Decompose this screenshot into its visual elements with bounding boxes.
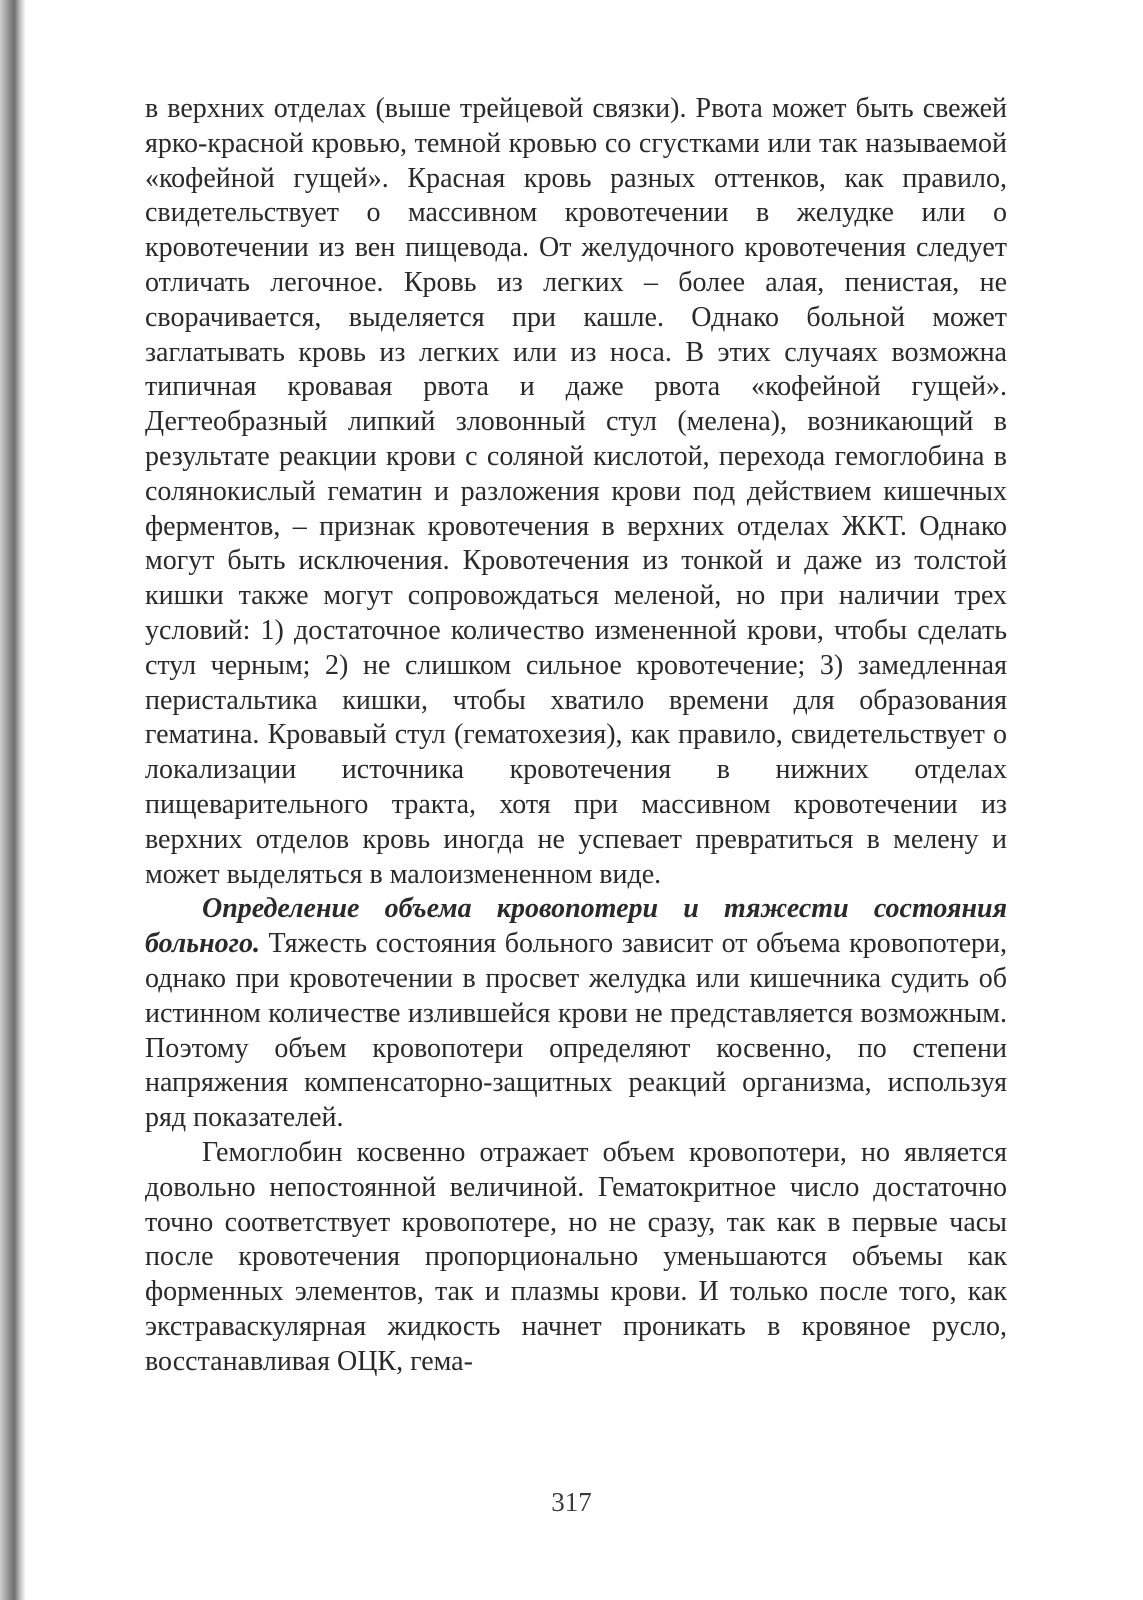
binding-shadow xyxy=(0,0,26,1600)
paragraph-hemoglobin: Гемоглобин косвенно отражает объем кровопотери, но является довольно непостоянной величиной. Гематокритное число достаточно точно соответствует кровопотере, но не сразу, так как в первые часы после кровотечения пропорционально уменьшаются объемы как форменных элементов, так и плазмы крови. И только после того, как экстраваскулярная жидкость начнет проникать в кровяное русло, восстанавливая ОЦК, гема- xyxy=(145,1136,1007,1377)
paragraph-blood-loss-assessment xyxy=(145,892,1007,1136)
paragraph-body: Тяжесть состояния больного зависит от объема кровопотери, однако при кровотечении в просвет желудка или кишечника судить об истинном количестве излившейся крови не представляется возможным. Поэтому объем кровопотери определяют косвенно, по степени напряжения компенсаторно-защитных реакций организма, используя ряд показателей. xyxy=(145,928,1007,1134)
paragraph-continuation: в верхних отделах (выше трейцевой связки). Рвота может быть свежей ярко-красной кровью, темной кровью со сгустками или так называемой «кофейной гущей». Красная кровь разных оттенков, как правило, свидетельствует о массивном кровотечении в желудке или о кровотечении из вен пищевода. От желудочного кровотечения следует отличать легочное. Кровь из легких – более алая, пенистая, не сворачивается, выделяется при кашле. Однако больной может заглатывать кровь из легких или из носа. В этих случаях возможна типичная кровавая рвота и даже рвота «кофейной гущей». Дегтеобразный липкий зловонный стул (мелена), возникающий в результате реакции крови с соляной кислотой, перехода гемоглобина в солянокислый гематин и разложения крови под действием кишечных ферментов, – признак кровотечения в верхних отделах ЖКТ. Однако могут быть исключения. Кровотечения из тонкой и даже из толстой кишки также могут сопровождаться меленой, но при наличии трех условий: 1) достаточное количество измененной крови, чтобы сделать стул черным; 2) не слишком сильное кровотечение; 3) замедленная перистальтика кишки, чтобы хватило времени для образования гематина. Кровавый стул (гематохезия), как правило, свидетельствует о локализации источника кровотечения в нижних отделах пищеварительного тракта, хотя при массивном кровотечении из верхних отделов кровь иногда не успевает превратиться в мелену и может выделяться в малоизмененном виде. xyxy=(145,93,1007,890)
page-text xyxy=(145,92,1007,1379)
section-heading: Определение объема кровопотери и тяжести состояния больного. xyxy=(145,893,1007,960)
page-number: 317 xyxy=(551,1487,592,1517)
